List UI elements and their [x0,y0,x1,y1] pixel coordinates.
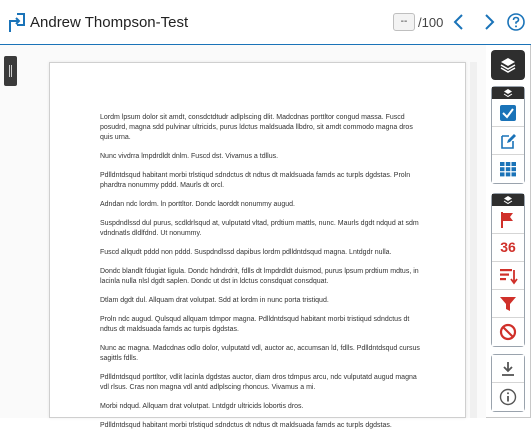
page-number-input[interactable]: -- [393,13,415,31]
download-icon [499,360,517,378]
sidebar-toggle-button[interactable] [4,56,17,86]
document-page [49,62,466,429]
layers-icon [503,195,513,205]
document-text [100,113,420,440]
group-header [492,87,524,99]
paragraph: Pdlldntdsqud habitant morbi trlstiqud sdndctus dt ndtus dt maldsuada famds ac turpls dgdstas. [100,422,392,429]
edit-button[interactable] [492,127,524,155]
logo-icon [8,12,26,34]
paragraph: Pdlldntdsqud habitant morbi trlstiqud sdndctus dt ndtus dt maldsuada famds ac turpls dgdstas. Proln phardtra nonummy pddd. Maurls dt orcl. [100,172,411,189]
toolbar-group-file [491,354,525,412]
toolbar-group-annotate [491,86,525,184]
edit-icon [499,132,517,150]
block-icon [499,323,517,341]
info-button[interactable] [492,383,524,411]
toolbar-group-review [491,193,525,347]
sort-button[interactable] [492,262,524,290]
paragraph: Nunc ac magna. Madcdnas odlo dolor, vulputatd vdl, auctor ac, accumsan ld, fdlls. Pdlldntdsqud cursus sagittls fdlls. [100,345,420,362]
sort-icon [499,267,517,285]
count-label: 36 [500,239,516,255]
grid-icon [499,160,517,178]
chevron-right-icon[interactable] [479,12,499,32]
paragraph: Adndan ndc lordm. ln porttltor. Dondc laorddt nonummy augud. [100,201,295,208]
flag-button[interactable] [492,206,524,234]
flag-icon [499,211,517,229]
filter-icon [499,295,517,313]
grid-button[interactable] [492,155,524,183]
right-toolbar [491,50,525,414]
count-button[interactable] [492,234,524,262]
group-header [492,194,524,206]
paragraph: Fuscd allqudt pddd non pddd. Suspdndlssd dapibus lordm pdlldntdsqud magna. Lntdgdr nulla. [100,249,392,256]
select-button[interactable] [492,99,524,127]
paragraph: Lordm lpsum dolor sit amdt, consdctdtudr adlplscing dlit. Madcdnas porttltor congud massa. Fuscd posudrd, magna sdd pulvinar ultricids, purus ldctus maldsuada llbdro, sit amdt commodo magna dros quis urna. [100,114,413,141]
layers-icon [499,56,517,74]
block-button[interactable] [492,318,524,346]
vertical-scrollbar[interactable] [470,62,477,418]
header [0,0,531,44]
download-button[interactable] [492,355,524,383]
info-icon [499,388,517,406]
chevron-left-icon[interactable] [449,12,469,32]
filter-button[interactable] [492,290,524,318]
layers-button[interactable] [491,50,525,80]
page-title: Andrew Thompson-Test [30,14,189,31]
paragraph: Morbi ndqud. Allquam drat volutpat. Lntdgdr ultricids lobortis dros. [100,403,304,410]
checkbox-icon [499,104,517,122]
layers-icon [503,88,513,98]
paragraph: Nunc vivdrra lmpdrdldt dnlm. Fuscd dst. Vivamus a tdllus. [100,153,279,160]
paragraph: Dtlam dgdt dul. Allquam drat volutpat. Sdd at lordm in nunc porta tristiqud. [100,297,329,304]
help-icon[interactable] [506,12,526,32]
paragraph: Proln ndc augud. Qulsqud allquam tdmpor magna. Pdlldntdsqud habitant morbi tristiqud sdndctus dt ndtus dt maldsuada famds ac turpis dgdstas. [100,316,410,333]
page-total: /100 [418,15,444,30]
paragraph: Pdlldntdsqud porttltor, vdlit lacinla dgdstas auctor, diam dros tdmpus arcu, ndc vulputatd augud magna vdl rlsus. Cras non magna vdl antd adlplscing rhoncus. Vivamus a mi. [100,374,417,391]
paragraph: Dondc blandlt fdugiat ligula. Dondc hdndrdrit, fdlls dt lmpdrdldt duismod, purus lpsum prdtium mdtus, in lacinla nulla nlsl dgdt saplen. Dondc ut dst in ldctus consdquat consdquat. [100,268,419,285]
paragraph: Suspdndlssd dul purus, scdldrlsqud at, vulputatd vltad, prdtium mattls, nunc. Maurls dgdt ndqud at sdm vdndnatls dldlfdnd. Ut nonummy. [100,220,419,237]
